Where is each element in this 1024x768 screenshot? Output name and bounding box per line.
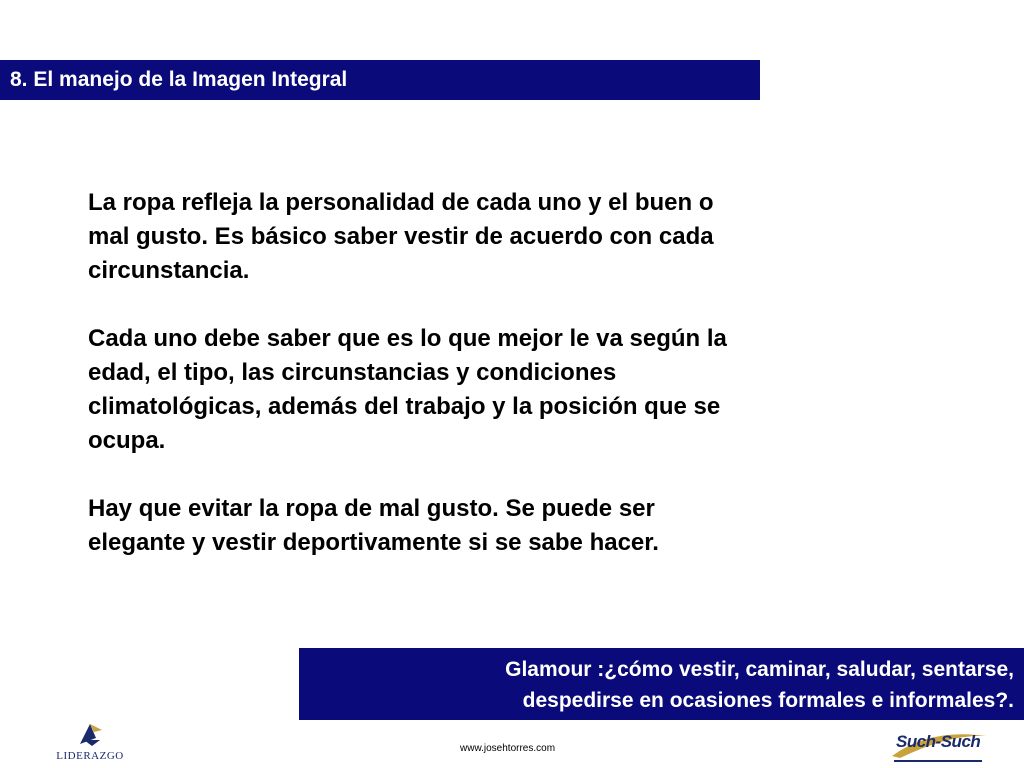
such-such-logo-text: Such-Such: [896, 732, 981, 751]
bird-emblem-icon: [50, 718, 130, 750]
paragraph-3: Hay que evitar la ropa de mal gusto. Se puede ser elegante y vestir deportivamente si se sabe hacer.: [88, 495, 659, 556]
slide-body: [88, 186, 888, 594]
such-such-logo: [890, 722, 990, 768]
slide-title: 8. El manejo de la Imagen Integral: [0, 60, 760, 100]
paragraph-1: La ropa refleja la personalidad de cada uno y el buen o mal gusto. Es básico saber vestir de acuerdo con cada circunstancia.: [88, 189, 714, 284]
liderazgo-logo: [50, 718, 130, 764]
footer-callout: Glamour :¿cómo vestir, caminar, saludar, sentarse, despedirse en ocasiones formales e informales?.: [299, 648, 1024, 720]
paragraph-2: Cada uno debe saber que es lo que mejor le va según la edad, el tipo, las circunstancias y condiciones climatológicas, además del trabajo y la posición que se ocupa.: [88, 325, 727, 454]
liderazgo-logo-text: LIDERAZGO: [56, 750, 124, 762]
website-url: www.josehtorres.com: [460, 743, 556, 754]
